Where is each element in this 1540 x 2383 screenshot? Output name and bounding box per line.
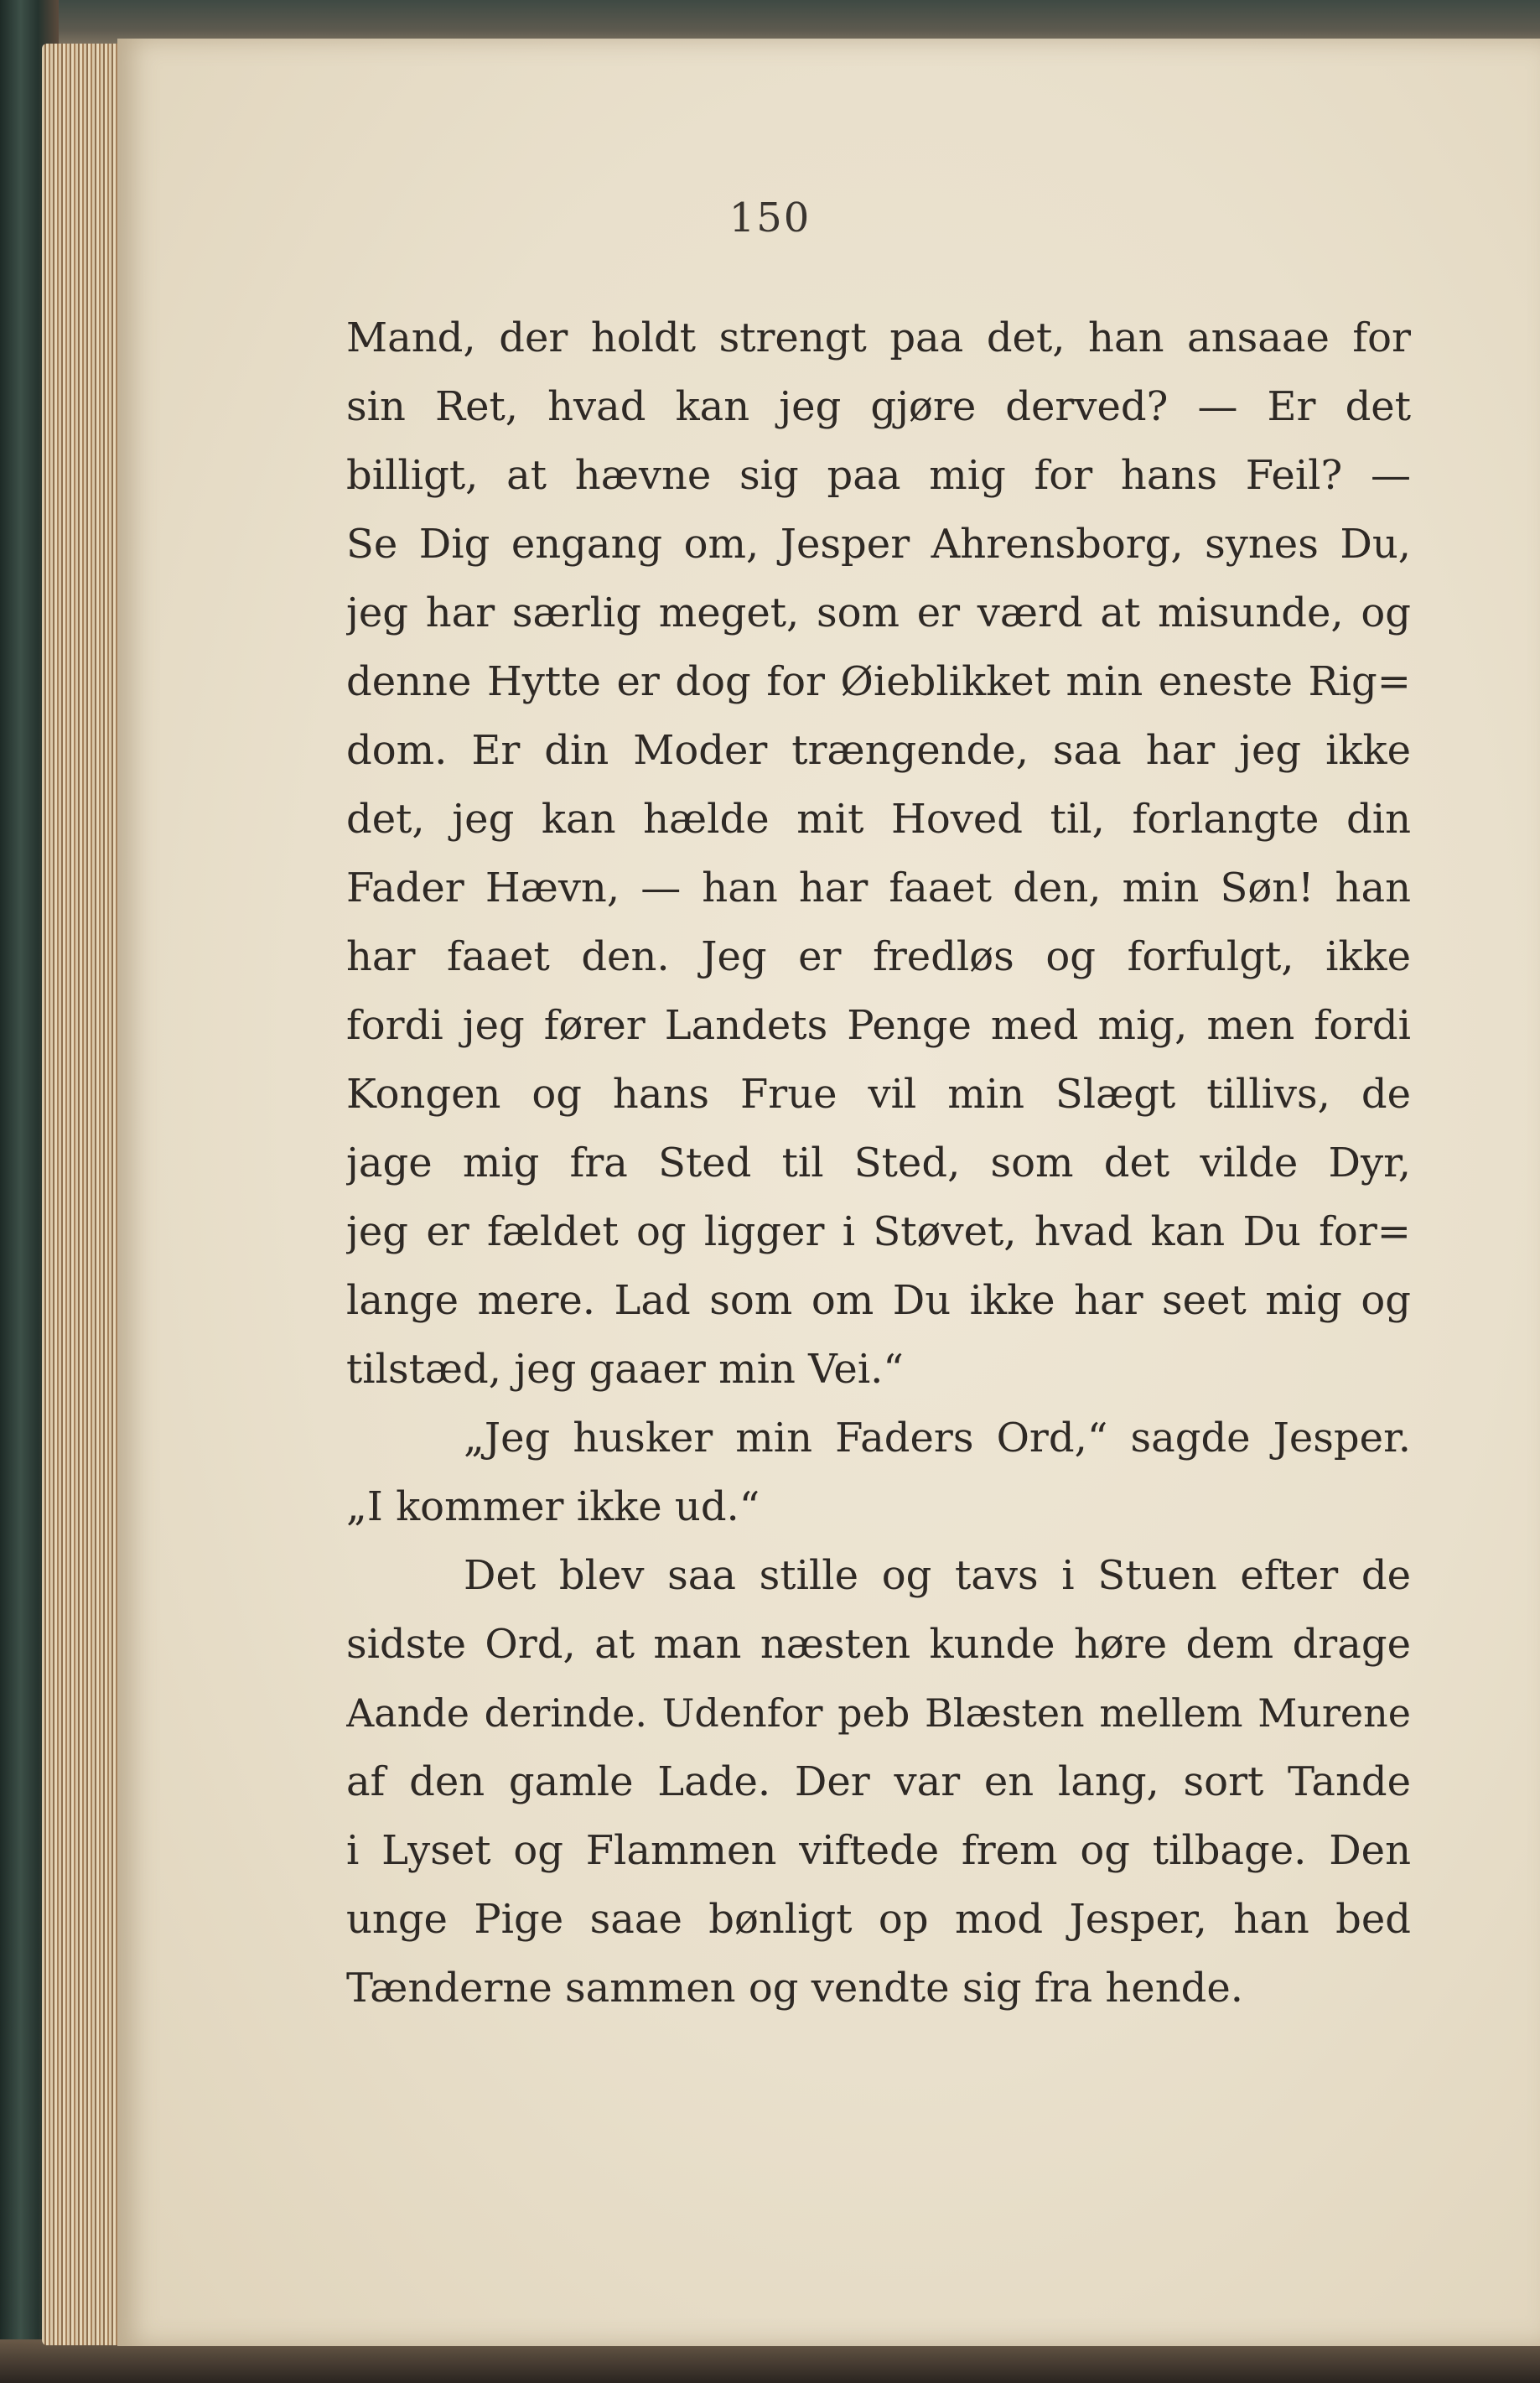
text-line: Aande derinde. Udenfor peb Blæsten mellem Murene bbox=[346, 1690, 1411, 1736]
text-line: „I kommer ikke ud.“ bbox=[346, 1483, 760, 1530]
text-line: jage mig fra Sted til Sted, som det vilde Dyr, bbox=[346, 1140, 1411, 1186]
text-line: Fader Hævn, — han har faaet den, min Søn! han bbox=[346, 864, 1411, 911]
text-line: Kongen og hans Frue vil min Slægt tillivs, de bbox=[346, 1071, 1411, 1118]
text-line: denne Hytte er dog for Øieblikket min eneste Rig= bbox=[346, 658, 1411, 705]
text-line: jeg er fældet og ligger i Støvet, hvad kan Du for= bbox=[346, 1208, 1411, 1255]
text-line: dom. Er din Moder trængende, saa har jeg ikke bbox=[346, 727, 1411, 774]
text-line: unge Pige saae bønligt op mod Jesper, han bed bbox=[346, 1896, 1411, 1943]
text-line: sidste Ord, at man næsten kunde høre dem drage bbox=[346, 1621, 1411, 1668]
text-line: jeg har særlig meget, som er værd at misunde, og bbox=[346, 589, 1411, 636]
text-line: af den gamle Lade. Der var en lang, sort Tande bbox=[346, 1758, 1411, 1805]
page-number: 150 bbox=[729, 195, 811, 241]
text-line: tilstæd, jeg gaaer min Vei.“ bbox=[346, 1346, 904, 1393]
text-line: sin Ret, hvad kan jeg gjøre derved? — Er det bbox=[346, 383, 1411, 430]
text-line: fordi jeg fører Landets Penge med mig, men fordi bbox=[346, 1002, 1411, 1049]
text-line: Se Dig engang om, Jesper Ahrensborg, synes Du, bbox=[346, 521, 1411, 568]
text-line: Det blev saa stille og tavs i Stuen efter de bbox=[464, 1552, 1411, 1599]
text-line: „Jeg husker min Faders Ord,“ sagde Jesper. bbox=[464, 1415, 1411, 1461]
text-line: har faaet den. Jeg er fredløs og forfulgt, ikke bbox=[346, 933, 1411, 980]
text-line: billigt, at hævne sig paa mig for hans Feil? — bbox=[346, 452, 1411, 499]
text-line: lange mere. Lad som om Du ikke har seet mig og bbox=[346, 1277, 1411, 1324]
text-line: Mand, der holdt strengt paa det, han ansaae for bbox=[346, 314, 1411, 361]
body-text bbox=[346, 304, 1411, 2022]
page-edges bbox=[42, 44, 126, 2345]
text-line: i Lyset og Flammen viftede frem og tilbage. Den bbox=[346, 1827, 1411, 1874]
text-line: det, jeg kan hælde mit Hoved til, forlangte din bbox=[346, 796, 1411, 843]
text-line: Tænderne sammen og vendte sig fra hende. bbox=[346, 1965, 1244, 2012]
